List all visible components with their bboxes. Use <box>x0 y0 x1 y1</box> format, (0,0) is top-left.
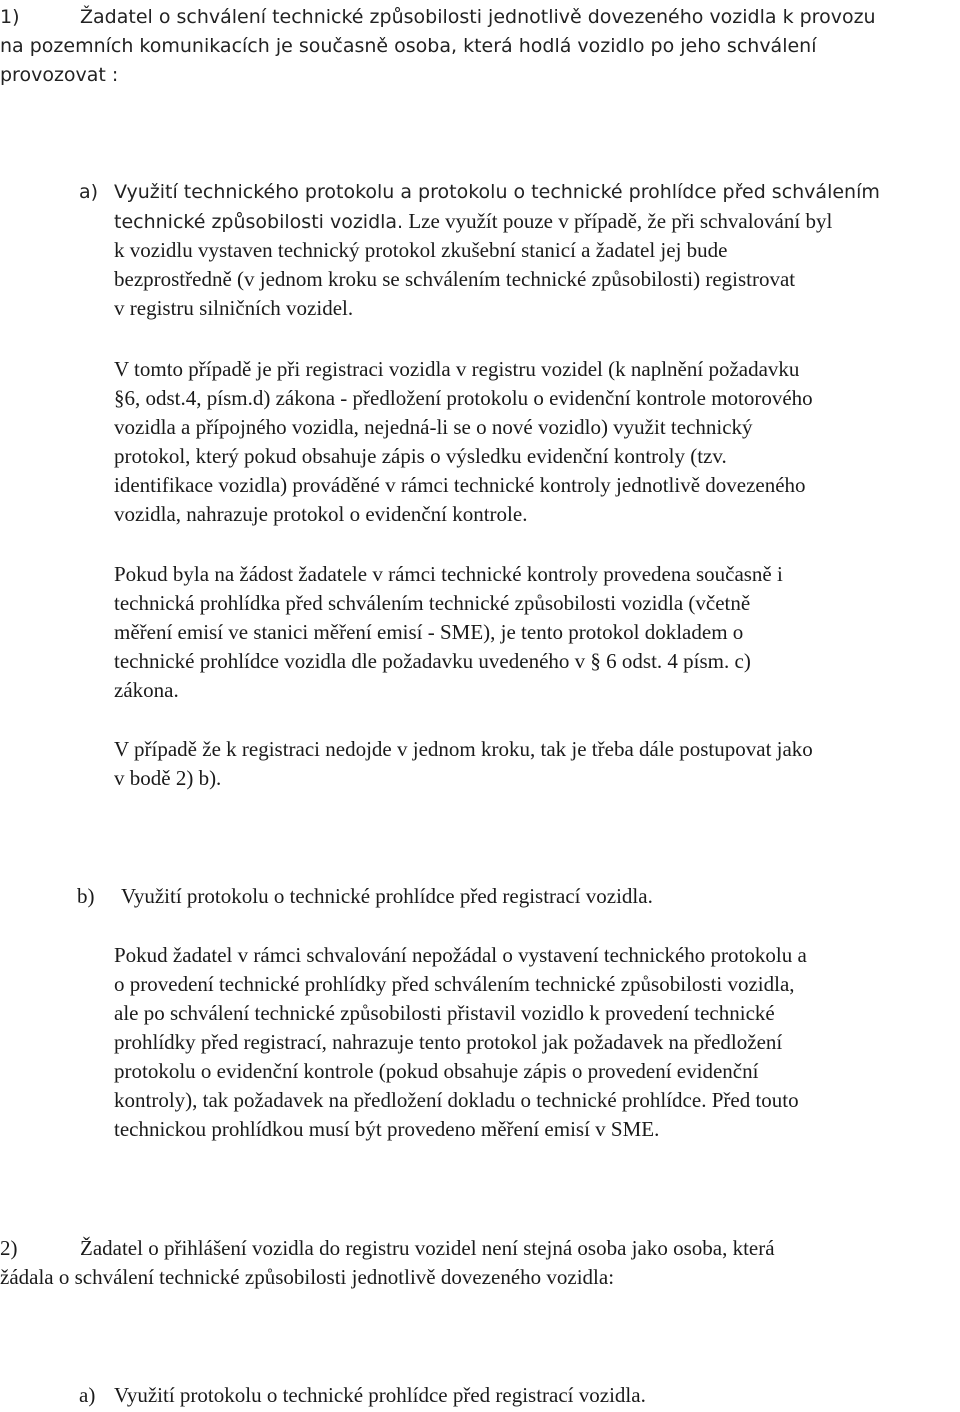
item-a-body-line: Lze využít pouze v případě, že při schvalování byl <box>403 209 833 233</box>
section-1-heading-line: provozovat : <box>0 64 119 86</box>
item-2a-label: a) <box>79 1383 96 1407</box>
section-1-heading <box>0 3 876 90</box>
item-a-body-line: bezprostředně (v jednom kroku se schválením technické způsobilosti) registrovat <box>114 267 796 291</box>
paragraph-line: technické prohlídce vozidla dle požadavku uvedeného v § 6 odst. 4 písm. c) <box>114 649 751 673</box>
paragraph-line: protokolu o evidenční kontrole (pokud obsahuje zápis o provedení evidenční <box>114 1059 759 1083</box>
paragraph-line: §6, odst.4, písm.d) zákona - předložení protokolu o evidenční kontrole motorového <box>114 386 813 410</box>
item-b-label: b) <box>77 884 95 908</box>
item-a-body <box>114 207 832 323</box>
item-b-title-row <box>77 882 653 911</box>
paragraph-line: měření emisí ve stanici měření emisí - SME), je tento protokol dokladem o <box>114 620 744 644</box>
item-a-paragraph-2 <box>114 355 813 529</box>
section-2-heading-line: Žadatel o přihlášení vozidla do registru vozidel není stejná osoba jako osoba, která <box>80 1236 775 1260</box>
paragraph-line: zákona. <box>114 678 179 702</box>
item-a-paragraph-4 <box>114 735 813 793</box>
item-b-paragraph <box>114 941 807 1144</box>
item-a-label: a) <box>79 181 99 203</box>
paragraph-line: v bodě 2) b). <box>114 766 222 790</box>
section-2-heading <box>0 1234 775 1292</box>
paragraph-line: protokol, který pokud obsahuje zápis o výsledku evidenční kontroly (tzv. <box>114 444 727 468</box>
item-a-paragraph-3 <box>114 560 783 705</box>
item-a-body-line: v registru silničních vozidel. <box>114 296 354 320</box>
paragraph-line: vozidla a přípojného vozidla, nejedná-li se o nové vozidlo) využit technický <box>114 415 753 439</box>
paragraph-line: identifikace vozidla) prováděné v rámci technické kontroly jednotlivě dovezeného <box>114 473 806 497</box>
paragraph-line: o provedení technické prohlídky před schválením technické způsobilosti vozidla, <box>114 972 795 996</box>
paragraph-line: Pokud žadatel v rámci schvalování nepožádal o vystavení technického protokolu a <box>114 943 807 967</box>
item-2a-title-row <box>79 1381 646 1410</box>
paragraph-line: V případě že k registraci nedojde v jednom kroku, tak je třeba dále postupovat jako <box>114 737 813 761</box>
item-a-title-cont: technické způsobilosti vozidla. <box>114 211 404 233</box>
section-2-heading-line: žádala o schválení technické způsobilosti jednotlivě dovezeného vozidla: <box>0 1265 615 1289</box>
item-a-block <box>79 178 880 207</box>
paragraph-line: Pokud byla na žádost žadatele v rámci technické kontroly provedena současně i <box>114 562 783 586</box>
item-a-title: Využití technického protokolu a protokolu o technické prohlídce před schválením <box>114 181 880 203</box>
item-a-body-line: k vozidlu vystaven technický protokol zkušební stanicí a žadatel jej bude <box>114 238 728 262</box>
section-1-number: 1) <box>0 6 20 28</box>
paragraph-line: V tomto případě je při registraci vozidla v registru vozidel (k naplnění požadavku <box>114 357 800 381</box>
paragraph-line: ale po schválení technické způsobilosti přistavil vozidlo k provedení technické <box>114 1001 775 1025</box>
section-2-number: 2) <box>0 1236 18 1260</box>
paragraph-line: kontroly), tak požadavek na předložení dokladu o technické prohlídce. Před touto <box>114 1088 799 1112</box>
section-1-heading-line: Žadatel o schválení technické způsobilosti jednotlivě dovezeného vozidla k provozu <box>80 6 876 28</box>
item-b-title: Využití protokolu o technické prohlídce před registrací vozidla. <box>121 884 653 908</box>
paragraph-line: technická prohlídka před schválením technické způsobilosti vozidla (včetně <box>114 591 751 615</box>
paragraph-line: vozidla, nahrazuje protokol o evidenční kontrole. <box>114 502 528 526</box>
paragraph-line: prohlídky před registrací, nahrazuje tento protokol jak požadavek na předložení <box>114 1030 783 1054</box>
paragraph-line: technickou prohlídkou musí být provedeno měření emisí v SME. <box>114 1117 660 1141</box>
item-2a-title: Využití protokolu o technické prohlídce před registrací vozidla. <box>114 1383 646 1407</box>
section-1-heading-line: na pozemních komunikacích je současně osoba, která hodlá vozidlo po jeho schválení <box>0 35 817 57</box>
